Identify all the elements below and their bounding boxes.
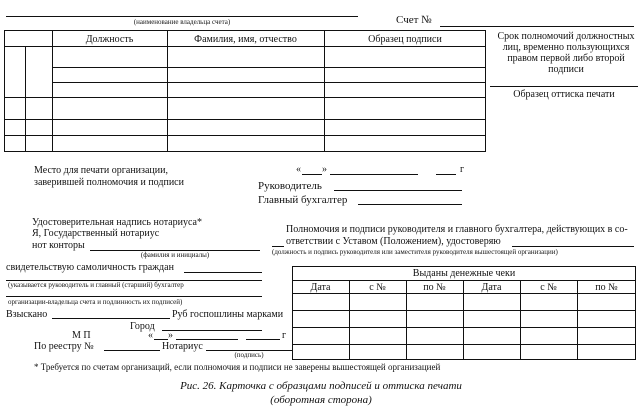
signature-table-row-rule — [4, 119, 486, 120]
signature-table-row-rule — [4, 135, 486, 136]
col-header-position: Должность — [85, 34, 134, 45]
checks-row-rule — [292, 310, 636, 311]
checks-table-title: Выданы денежные чеки — [412, 268, 516, 279]
signature-table-row-rule — [52, 82, 486, 83]
checks-header-rule — [292, 293, 636, 294]
signature-table-divider — [167, 30, 168, 152]
checks-col-from-2: с № — [540, 282, 557, 293]
checks-row-rule — [292, 327, 636, 328]
fee-label: Руб госпошлины марками — [172, 309, 284, 320]
head-label: Руководитель — [258, 180, 322, 192]
account-number-line[interactable] — [440, 26, 634, 27]
signature-table-divider — [25, 46, 26, 152]
stamp-place-line2: заверившей полномочия и подписи — [34, 177, 184, 188]
signature-table-divider — [52, 30, 53, 152]
footnote: * Требуется по счетам организаций, если полномочия и подписи не заверены вышестоящей организацией — [34, 362, 441, 372]
chief-accountant-signature-line[interactable] — [358, 204, 462, 205]
caption-org: организации-владельца счета и подлинность их подписей) — [8, 298, 183, 306]
registry-line[interactable] — [104, 350, 160, 351]
authority-line2: ответствии с Уставом (Положением), удостоверяю — [286, 236, 501, 247]
signature-table-header-rule — [4, 46, 486, 47]
date-year-suffix: г — [460, 164, 465, 175]
authority-term-text: Срок полномочий должностных лиц, временно пользующихся правом первой либо второй подписи — [497, 31, 635, 75]
notary-date-month-line[interactable] — [176, 339, 238, 340]
signature-table-row-rule — [52, 67, 486, 68]
col-header-fullname: Фамилия, имя, отчество — [194, 34, 297, 45]
checks-col-from-1: с № — [369, 282, 386, 293]
signature-table-divider — [324, 30, 325, 152]
caption-head: (указывается руководитель и главный (старший) бухгалтер — [8, 281, 184, 289]
date-month-line[interactable] — [330, 174, 418, 175]
figure-caption-line2: (оборотная сторона) — [270, 394, 372, 406]
notary-date-year-suffix: г — [282, 330, 287, 341]
checks-col-date-1: Дата — [310, 282, 331, 293]
col-header-signature: Образец подписи — [368, 34, 442, 45]
name-caption: (фамилия и инициалы) — [140, 251, 210, 259]
notary-line2: Я, Государственный нотариус — [32, 228, 160, 239]
authority-caption: (должность и подпись руководителя или заместителя руководителя вышестоящей организации) — [272, 248, 558, 256]
checks-title-rule — [292, 280, 636, 281]
signature-caption: (подпись) — [234, 351, 264, 359]
owner-name-line[interactable] — [6, 16, 358, 17]
head-signature-line[interactable] — [334, 190, 462, 191]
date-year-line[interactable] — [436, 174, 456, 175]
collected-label: Взыскано — [6, 309, 48, 320]
checks-row-rule — [292, 344, 636, 345]
certify-line[interactable] — [184, 272, 262, 273]
authority-signature-line[interactable] — [512, 246, 634, 247]
checks-col-date-2: Дата — [481, 282, 502, 293]
stamp-sample-label: Образец оттиска печати — [513, 89, 615, 100]
certify-text: свидетельствую самоличность граждан — [6, 262, 174, 273]
signature-table — [4, 30, 486, 152]
date-day-line[interactable] — [302, 174, 322, 175]
notary-date-quote-close: » — [168, 330, 173, 341]
city-label: Город — [130, 321, 155, 332]
notary-signature-label: Нотариус — [162, 341, 203, 352]
registry-label: По реестру № — [34, 341, 94, 352]
authority-signature-line-2[interactable] — [272, 246, 284, 247]
notary-date-quote-open: « — [148, 330, 153, 341]
caption-head-line[interactable] — [6, 296, 262, 297]
owner-caption: (наименование владельца счета) — [133, 18, 231, 26]
notary-title: Удостоверительная надпись нотариуса* — [32, 217, 202, 228]
date-quote-open: « — [296, 164, 301, 175]
stamp-place-line1: Место для печати организации, — [34, 165, 168, 176]
date-quote-close: » — [322, 164, 327, 175]
checks-col-to-1: по № — [423, 282, 446, 293]
notary-date-day-line[interactable] — [154, 339, 168, 340]
authority-term-rule — [490, 86, 638, 87]
collected-line[interactable] — [52, 318, 170, 319]
figure-caption-line1: Рис. 26. Карточка с образцами подписей и оттиска печати — [180, 380, 462, 392]
mp-label: М П — [72, 330, 91, 341]
account-label: Счет № — [396, 14, 432, 26]
signature-table-row-rule — [4, 97, 486, 98]
notary-office-label: нот конторы — [32, 240, 85, 251]
checks-col-to-2: по № — [595, 282, 618, 293]
city-line[interactable] — [162, 330, 262, 331]
authority-line1: Полномочия и подписи руководителя и главного бухгалтера, действующих в со- — [286, 224, 628, 235]
chief-accountant-label: Главный бухгалтер — [258, 194, 348, 206]
notary-date-year-line[interactable] — [246, 339, 280, 340]
